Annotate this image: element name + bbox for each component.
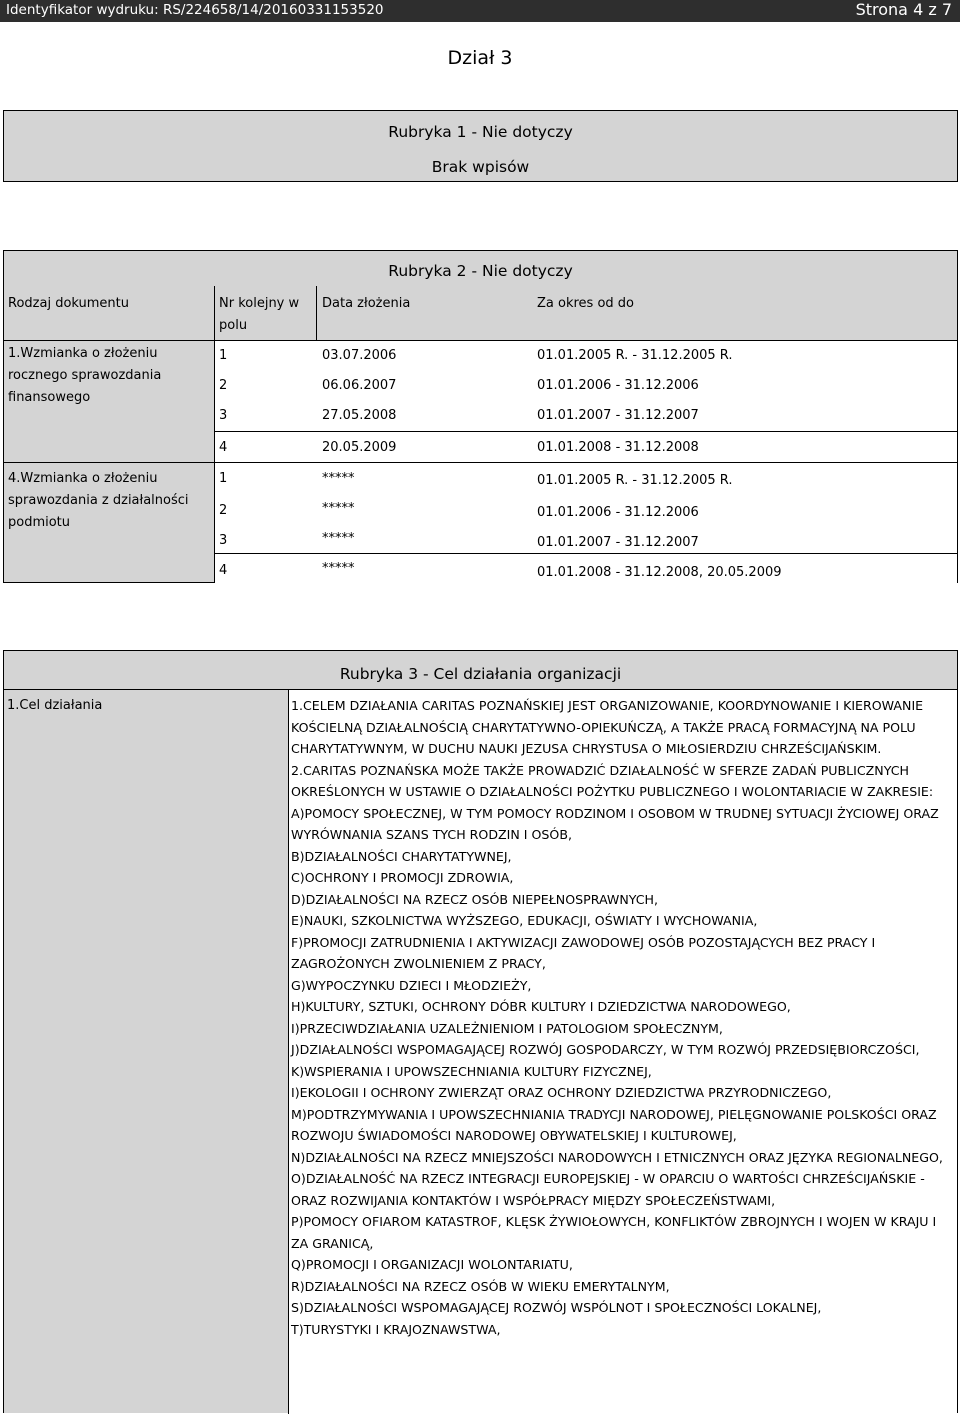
table-row-date: 27.05.2008 xyxy=(322,408,397,423)
cel-paragraph: 1.CELEM DZIAŁANIA CARITAS POZNAŃSKIEJ JEST ORGANIZOWANIE, KOORDYNOWANIE I KIEROWANIE KOŚCIELNĄ DZIAŁALNOŚCIĄ CHARYTATYWNO-OPIEKUŃCZĄ, A TAKŻE PRACĄ FORMACYJNĄ NA POLU CHARYTATYWNYM, W DUCHU NAUKI JEZUSA CHRYSTUSA O MIŁOSIERDZIU CHRZEŚCIJAŃSKIM. xyxy=(291,698,924,756)
cel-paragraph: K)WSPIERANIA I UPOWSZECHNIANIA KULTURY FIZYCZNEJ, xyxy=(291,1063,652,1079)
cel-paragraph: Q)PROMOCJI I ORGANIZACJI WOLONTARIATU, xyxy=(291,1257,573,1272)
cel-paragraph: G)WYPOCZYNKU DZIECI I MŁODZIEŻY, xyxy=(291,977,532,993)
col-period: Za okres od do xyxy=(537,296,634,311)
table-row-date: 20.05.2009 xyxy=(322,440,397,455)
table-row-period: 01.01.2005 R. - 31.12.2005 R. xyxy=(537,348,733,363)
table-row-nr: 3 xyxy=(219,408,228,423)
cel-paragraph: F)PROMOCJI ZATRUDNIENIA I AKTYWIZACJI ZAWODOWEJ OSÓB POZOSTAJĄCYCH BEZ PRACY I ZAGROŻONYCH ZWOLNIENIEM Z PRACY, xyxy=(291,934,876,971)
rubryka-1-empty: Brak wpisów xyxy=(431,158,530,176)
rubryka-1 xyxy=(3,110,958,182)
cel-paragraph: O)DZIAŁALNOŚĆ NA RZECZ INTEGRACJI EUROPEJSKIEJ - W OPARCIU O WARTOŚCI CHRZEŚCIJAŃSKIE - ORAZ ROZWIJANIA KONTAKTÓW I WSPÓŁPRACY MIĘDZY SPOŁECZEŃSTWAMI, xyxy=(291,1171,925,1208)
col-nr-line1: Nr kolejny w xyxy=(219,296,300,311)
cel-dzialania-text xyxy=(291,695,951,1340)
table-row-period: 01.01.2008 - 31.12.2008 xyxy=(537,440,699,455)
cel-paragraph: R)DZIAŁALNOŚCI NA RZECZ OSÓB W WIEKU EMERYTALNYM, xyxy=(291,1278,670,1294)
table-row-nr: 2 xyxy=(219,503,228,518)
table-row-nr: 4 xyxy=(219,440,228,455)
rubryka-3-title: Rubryka 3 - Cel działania organizacji xyxy=(339,665,622,683)
cel-paragraph: B)DZIAŁALNOŚCI CHARYTATYWNEJ, xyxy=(291,848,512,864)
print-header xyxy=(0,0,960,22)
table-row-date: 06.06.2007 xyxy=(322,378,397,393)
table-row-period: 01.01.2006 - 31.12.2006 xyxy=(537,505,699,520)
cel-paragraph: J)DZIAŁALNOŚCI WSPOMAGAJĄCEJ ROZWÓJ GOSPODARCZY, W TYM ROZWÓJ PRZEDSIĘBIORCZOŚCI, xyxy=(291,1042,920,1057)
rubryka-2-title: Rubryka 2 - Nie dotyczy xyxy=(388,262,573,280)
table-row-nr: 4 xyxy=(219,563,228,578)
col-doc-type: Rodzaj dokumentu xyxy=(8,296,129,311)
cel-paragraph: I)EKOLOGII I OCHRONY ZWIERZĄT ORAZ OCHRONY DZIEDZICTWA PRZYRODNICZEGO, xyxy=(291,1085,832,1100)
table-row-period: 01.01.2007 - 31.12.2007 xyxy=(537,408,699,423)
cel-paragraph: M)PODTRZYMYWANIA I UPOWSZECHNIANIA TRADYCJI NARODOWEJ, PIELĘGNOWANIE POLSKOŚCI ORAZ ROZWOJU ŚWIADOMOŚCI NARODOWEJ OBYWATELSKIEJ I KULTUROWEJ, xyxy=(291,1106,937,1143)
table-row-nr: 1 xyxy=(219,348,228,363)
col-date: Data złożenia xyxy=(322,296,411,311)
table-row-date: 03.07.2006 xyxy=(322,348,397,363)
col-nr-line2: polu xyxy=(219,318,248,333)
table-row-date: ***** xyxy=(322,561,355,576)
table-row-nr: 2 xyxy=(219,378,228,393)
table-row-period: 01.01.2008 - 31.12.2008, 20.05.2009 xyxy=(537,565,782,580)
group-2-type-line: sprawozdania z działalności xyxy=(8,493,189,508)
cel-paragraph: H)KULTURY, SZTUKI, OCHRONY DÓBR KULTURY I DZIEDZICTWA NARODOWEGO, xyxy=(291,999,791,1014)
cel-paragraph: E)NAUKI, SZKOLNICTWA WYŻSZEGO, EDUKACJI, OŚWIATY I WYCHOWANIA, xyxy=(291,913,758,928)
cel-paragraph: T)TURYSTYKI I KRAJOZNAWSTWA, xyxy=(291,1321,501,1337)
cel-label: 1.Cel działania xyxy=(7,698,103,713)
section-title: Dział 3 xyxy=(447,47,513,69)
cel-paragraph: S)DZIAŁALNOŚCI WSPOMAGAJĄCEJ ROZWÓJ WSPÓLNOT I SPOŁECZNOŚCI LOKALNEJ, xyxy=(291,1300,822,1315)
group-2-type-line: 4.Wzmianka o złożeniu xyxy=(8,471,158,486)
table-row-nr: 3 xyxy=(219,533,228,548)
group-1-type-line: rocznego sprawozdania xyxy=(8,368,162,383)
rubryka-2-table xyxy=(3,250,958,583)
cel-paragraph: P)POMOCY OFIAROM KATASTROF, KLĘSK ŻYWIOŁOWYCH, KONFLIKTÓW ZBROJNYCH I WOJEN W KRAJU I ZA GRANICĄ, xyxy=(291,1214,937,1251)
cel-paragraph: D)DZIAŁALNOŚCI NA RZECZ OSÓB NIEPEŁNOSPRAWNYCH, xyxy=(291,891,659,907)
rubryka-1-title: Rubryka 1 - Nie dotyczy xyxy=(388,123,573,141)
cel-paragraph: A)POMOCY SPOŁECZNEJ, W TYM POMOCY RODZINOM I OSOBOM W TRUDNEJ SYTUACJI ŻYCIOWEJ ORAZ WYRÓWNANIA SZANS TYCH RODZIN I OSÓB, xyxy=(291,805,939,842)
group-2-type-line: podmiotu xyxy=(8,515,71,530)
table-row-date: ***** xyxy=(322,471,355,486)
table-row-period: 01.01.2006 - 31.12.2006 xyxy=(537,378,699,393)
table-row-period: 01.01.2005 R. - 31.12.2005 R. xyxy=(537,473,733,488)
group-1-type-line: finansowego xyxy=(8,390,91,405)
page-number: Strona 4 z 7 xyxy=(855,0,952,19)
print-id: Identyfikator wydruku: RS/224658/14/20160331153520 xyxy=(6,2,384,18)
table-row-nr: 1 xyxy=(219,471,228,486)
cel-paragraph: N)DZIAŁALNOŚCI NA RZECZ MNIEJSZOŚCI NARODOWYCH I ETNICZNYCH ORAZ JĘZYKA REGIONALNEGO, xyxy=(291,1149,943,1165)
cel-paragraph: C)OCHRONY I PROMOCJI ZDROWIA, xyxy=(291,870,514,885)
table-row-period: 01.01.2007 - 31.12.2007 xyxy=(537,535,699,550)
table-row-date: ***** xyxy=(322,531,355,546)
table-row-date: ***** xyxy=(322,501,355,516)
cel-paragraph: 2.CARITAS POZNAŃSKA MOŻE TAKŻE PROWADZIĆ DZIAŁALNOŚĆ W SFERZE ZADAŃ PUBLICZNYCH OKREŚLONYCH W USTAWIE O DZIAŁALNOŚCI POŻYTKU PUBLICZNEGO I WOLONTARIACIE W ZAKRESIE: xyxy=(291,762,934,799)
group-1-type-line: 1.Wzmianka o złożeniu xyxy=(8,346,158,361)
cel-paragraph: I)PRZECIWDZIAŁANIA UZALEŻNIENIOM I PATOLOGIOM SPOŁECZNYM, xyxy=(291,1020,723,1036)
